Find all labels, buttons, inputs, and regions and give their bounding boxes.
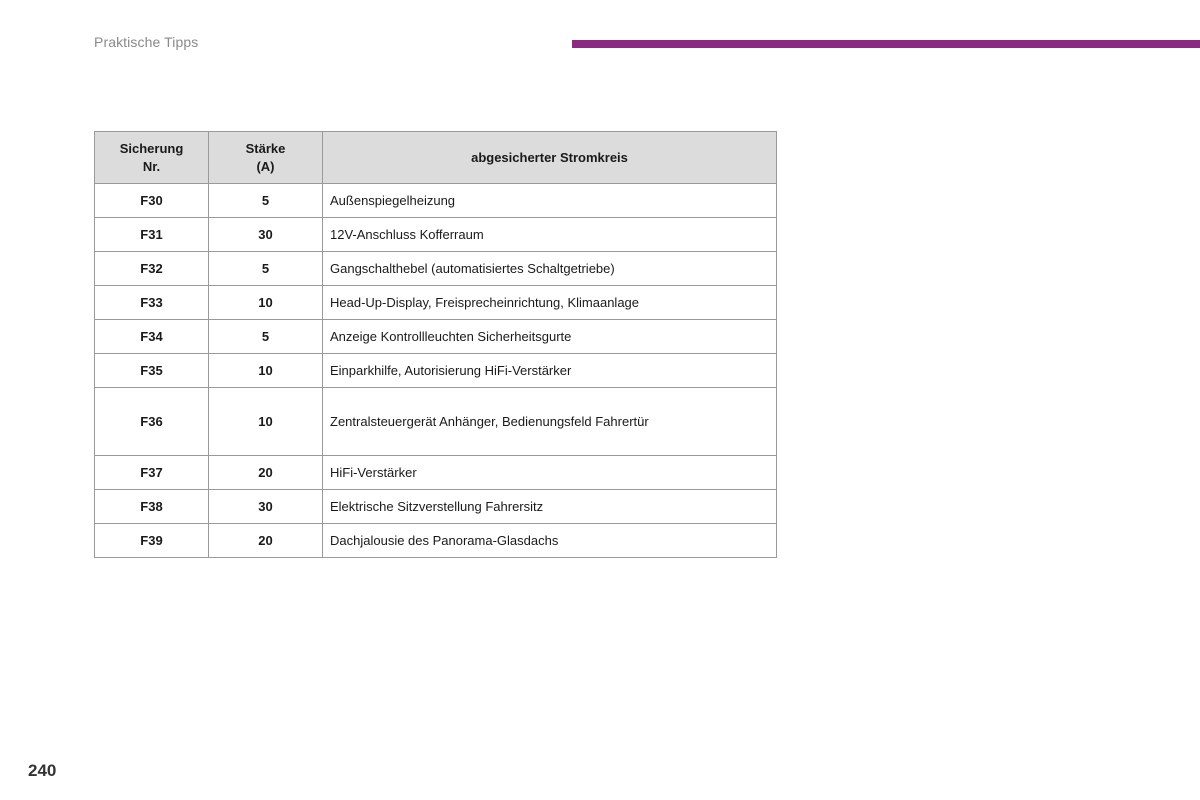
fuse-circuit: Außenspiegelheizung xyxy=(323,184,777,218)
header-amperage xyxy=(209,132,323,184)
table-header-row xyxy=(95,132,777,184)
fuse-amperage: 30 xyxy=(209,218,323,252)
table-row xyxy=(95,388,777,456)
fuse-circuit: HiFi-Verstärker xyxy=(323,456,777,490)
fuse-amperage: 20 xyxy=(209,456,323,490)
fuse-number: F34 xyxy=(95,320,209,354)
table-row xyxy=(95,456,777,490)
fuse-amperage: 5 xyxy=(209,184,323,218)
fuse-amperage: 5 xyxy=(209,252,323,286)
header-fuse-number xyxy=(95,132,209,184)
fuse-number: F36 xyxy=(95,388,209,456)
table-row xyxy=(95,184,777,218)
table-row xyxy=(95,252,777,286)
header-fuse-line-1: Sicherung xyxy=(119,140,184,156)
table-row xyxy=(95,218,777,252)
fuse-amperage: 10 xyxy=(209,388,323,456)
fuse-amperage: 30 xyxy=(209,490,323,524)
header-amp-line-1: Stärke xyxy=(245,140,286,156)
fuse-number: F30 xyxy=(95,184,209,218)
fuse-table xyxy=(94,131,777,558)
fuse-circuit: 12V-Anschluss Kofferraum xyxy=(323,218,777,252)
table-row xyxy=(95,354,777,388)
fuse-number: F38 xyxy=(95,490,209,524)
fuse-number: F39 xyxy=(95,524,209,558)
fuse-circuit: Head-Up-Display, Freisprecheinrichtung, Klimaanlage xyxy=(323,286,777,320)
fuse-number: F31 xyxy=(95,218,209,252)
fuse-circuit: Anzeige Kontrollleuchten Sicherheitsgurte xyxy=(323,320,777,354)
table-row xyxy=(95,320,777,354)
fuse-amperage: 10 xyxy=(209,286,323,320)
table-row xyxy=(95,524,777,558)
fuse-circuit: Elektrische Sitzverstellung Fahrersitz xyxy=(323,490,777,524)
table-row xyxy=(95,286,777,320)
header-amp-line-2: (A) xyxy=(256,158,275,174)
fuse-circuit: Einparkhilfe, Autorisierung HiFi-Verstärker xyxy=(323,354,777,388)
accent-bar xyxy=(572,40,1200,48)
fuse-circuit: Zentralsteuergerät Anhänger, Bedienungsfeld Fahrertür xyxy=(323,388,777,456)
fuse-amperage: 20 xyxy=(209,524,323,558)
fuse-amperage: 5 xyxy=(209,320,323,354)
header-fuse-line-2: Nr. xyxy=(142,158,161,174)
section-title: Praktische Tipps xyxy=(94,34,199,50)
fuse-number: F32 xyxy=(95,252,209,286)
fuse-amperage: 10 xyxy=(209,354,323,388)
page-number: 240 xyxy=(28,761,57,780)
fuse-circuit: Dachjalousie des Panorama-Glasdachs xyxy=(323,524,777,558)
fuse-number: F33 xyxy=(95,286,209,320)
table-row xyxy=(95,490,777,524)
fuse-number: F35 xyxy=(95,354,209,388)
header-circuit: abgesicherter Stromkreis xyxy=(323,132,777,184)
fuse-number: F37 xyxy=(95,456,209,490)
fuse-circuit: Gangschalthebel (automatisiertes Schaltgetriebe) xyxy=(323,252,777,286)
